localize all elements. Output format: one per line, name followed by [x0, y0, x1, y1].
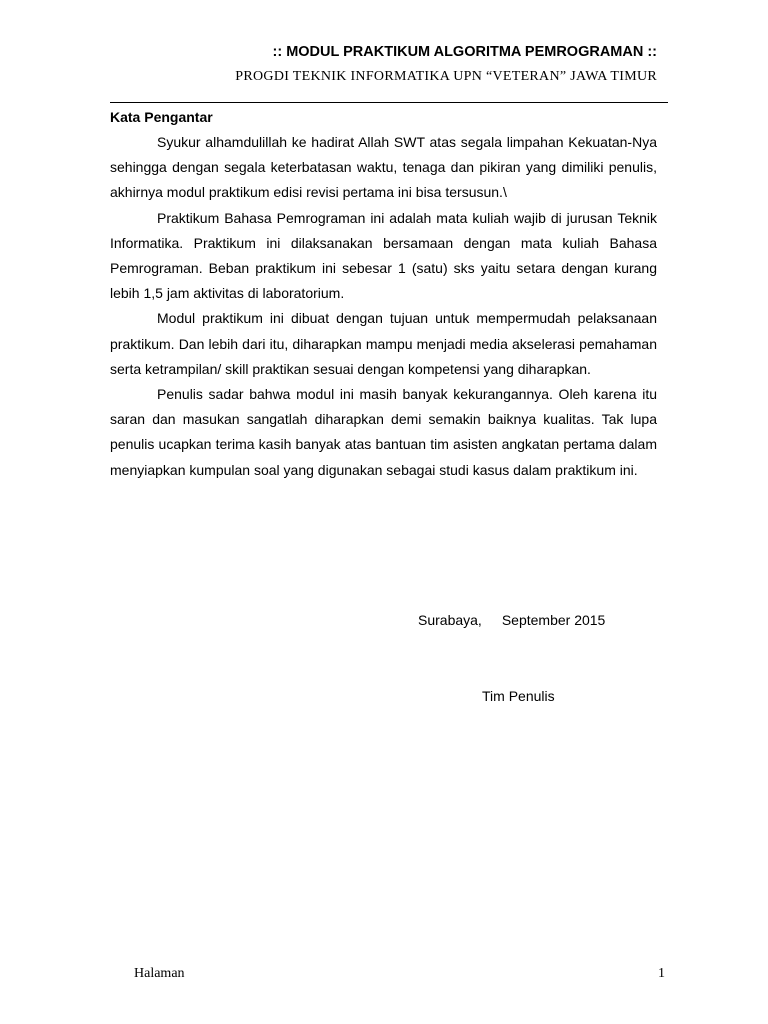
paragraph: Syukur alhamdulillah ke hadirat Allah SWT atas segala limpahan Kekuatan-Nya sehingga dengan segala keterbatasan waktu, tenaga dan pikiran yang dimiliki penulis, akhirnya modul praktikum edisi revisi pertama ini bisa tersusun.\	[110, 134, 657, 201]
paragraph: Penulis sadar bahwa modul ini masih banyak kekurangannya. Oleh karena itu saran dan masukan sangatlah diharapkan demi semakin baiknya kualitas. Tak lupa penulis ucapkan terima kasih banyak atas bantuan tim asisten angkatan pertama dalam menyiapkan kumpulan soal yang digunakan sebagai studi kasus dalam praktikum ini.	[110, 386, 657, 478]
body-text	[110, 130, 657, 483]
section-heading: Kata Pengantar	[110, 109, 213, 125]
place-date-line	[418, 611, 605, 629]
footer-page-number: 1	[658, 966, 665, 981]
header-divider	[110, 102, 668, 103]
footer-page-label: Halaman	[134, 966, 185, 981]
closing-date: September 2015	[501, 612, 606, 628]
paragraph: Modul praktikum ini dibuat dengan tujuan untuk mempermudah pelaksanaan praktikum. Dan lebih dari itu, diharapkan mampu menjadi media akselerasi pemahaman serta ketrampilan/ skill praktikan sesuai dengan kompetensi yang diharapkan.	[110, 310, 657, 377]
closing-place: Surabaya,	[418, 612, 482, 628]
program-subtitle: PROGDI TEKNIK INFORMATIKA UPN “VETERAN” JAWA TIMUR	[235, 69, 657, 84]
signature: Tim Penulis	[482, 688, 555, 704]
paragraph: Praktikum Bahasa Pemrograman ini adalah mata kuliah wajib di jurusan Teknik Informatika. Praktikum ini dilaksanakan bersamaan dengan mata kuliah Bahasa Pemrograman. Beban praktikum ini sebesar 1 (satu) sks yaitu setara dengan kurang lebih 1,5 jam aktivitas di laboratorium.	[110, 209, 657, 302]
module-title: :: MODUL PRAKTIKUM ALGORITMA PEMROGRAMAN ::	[272, 44, 657, 60]
